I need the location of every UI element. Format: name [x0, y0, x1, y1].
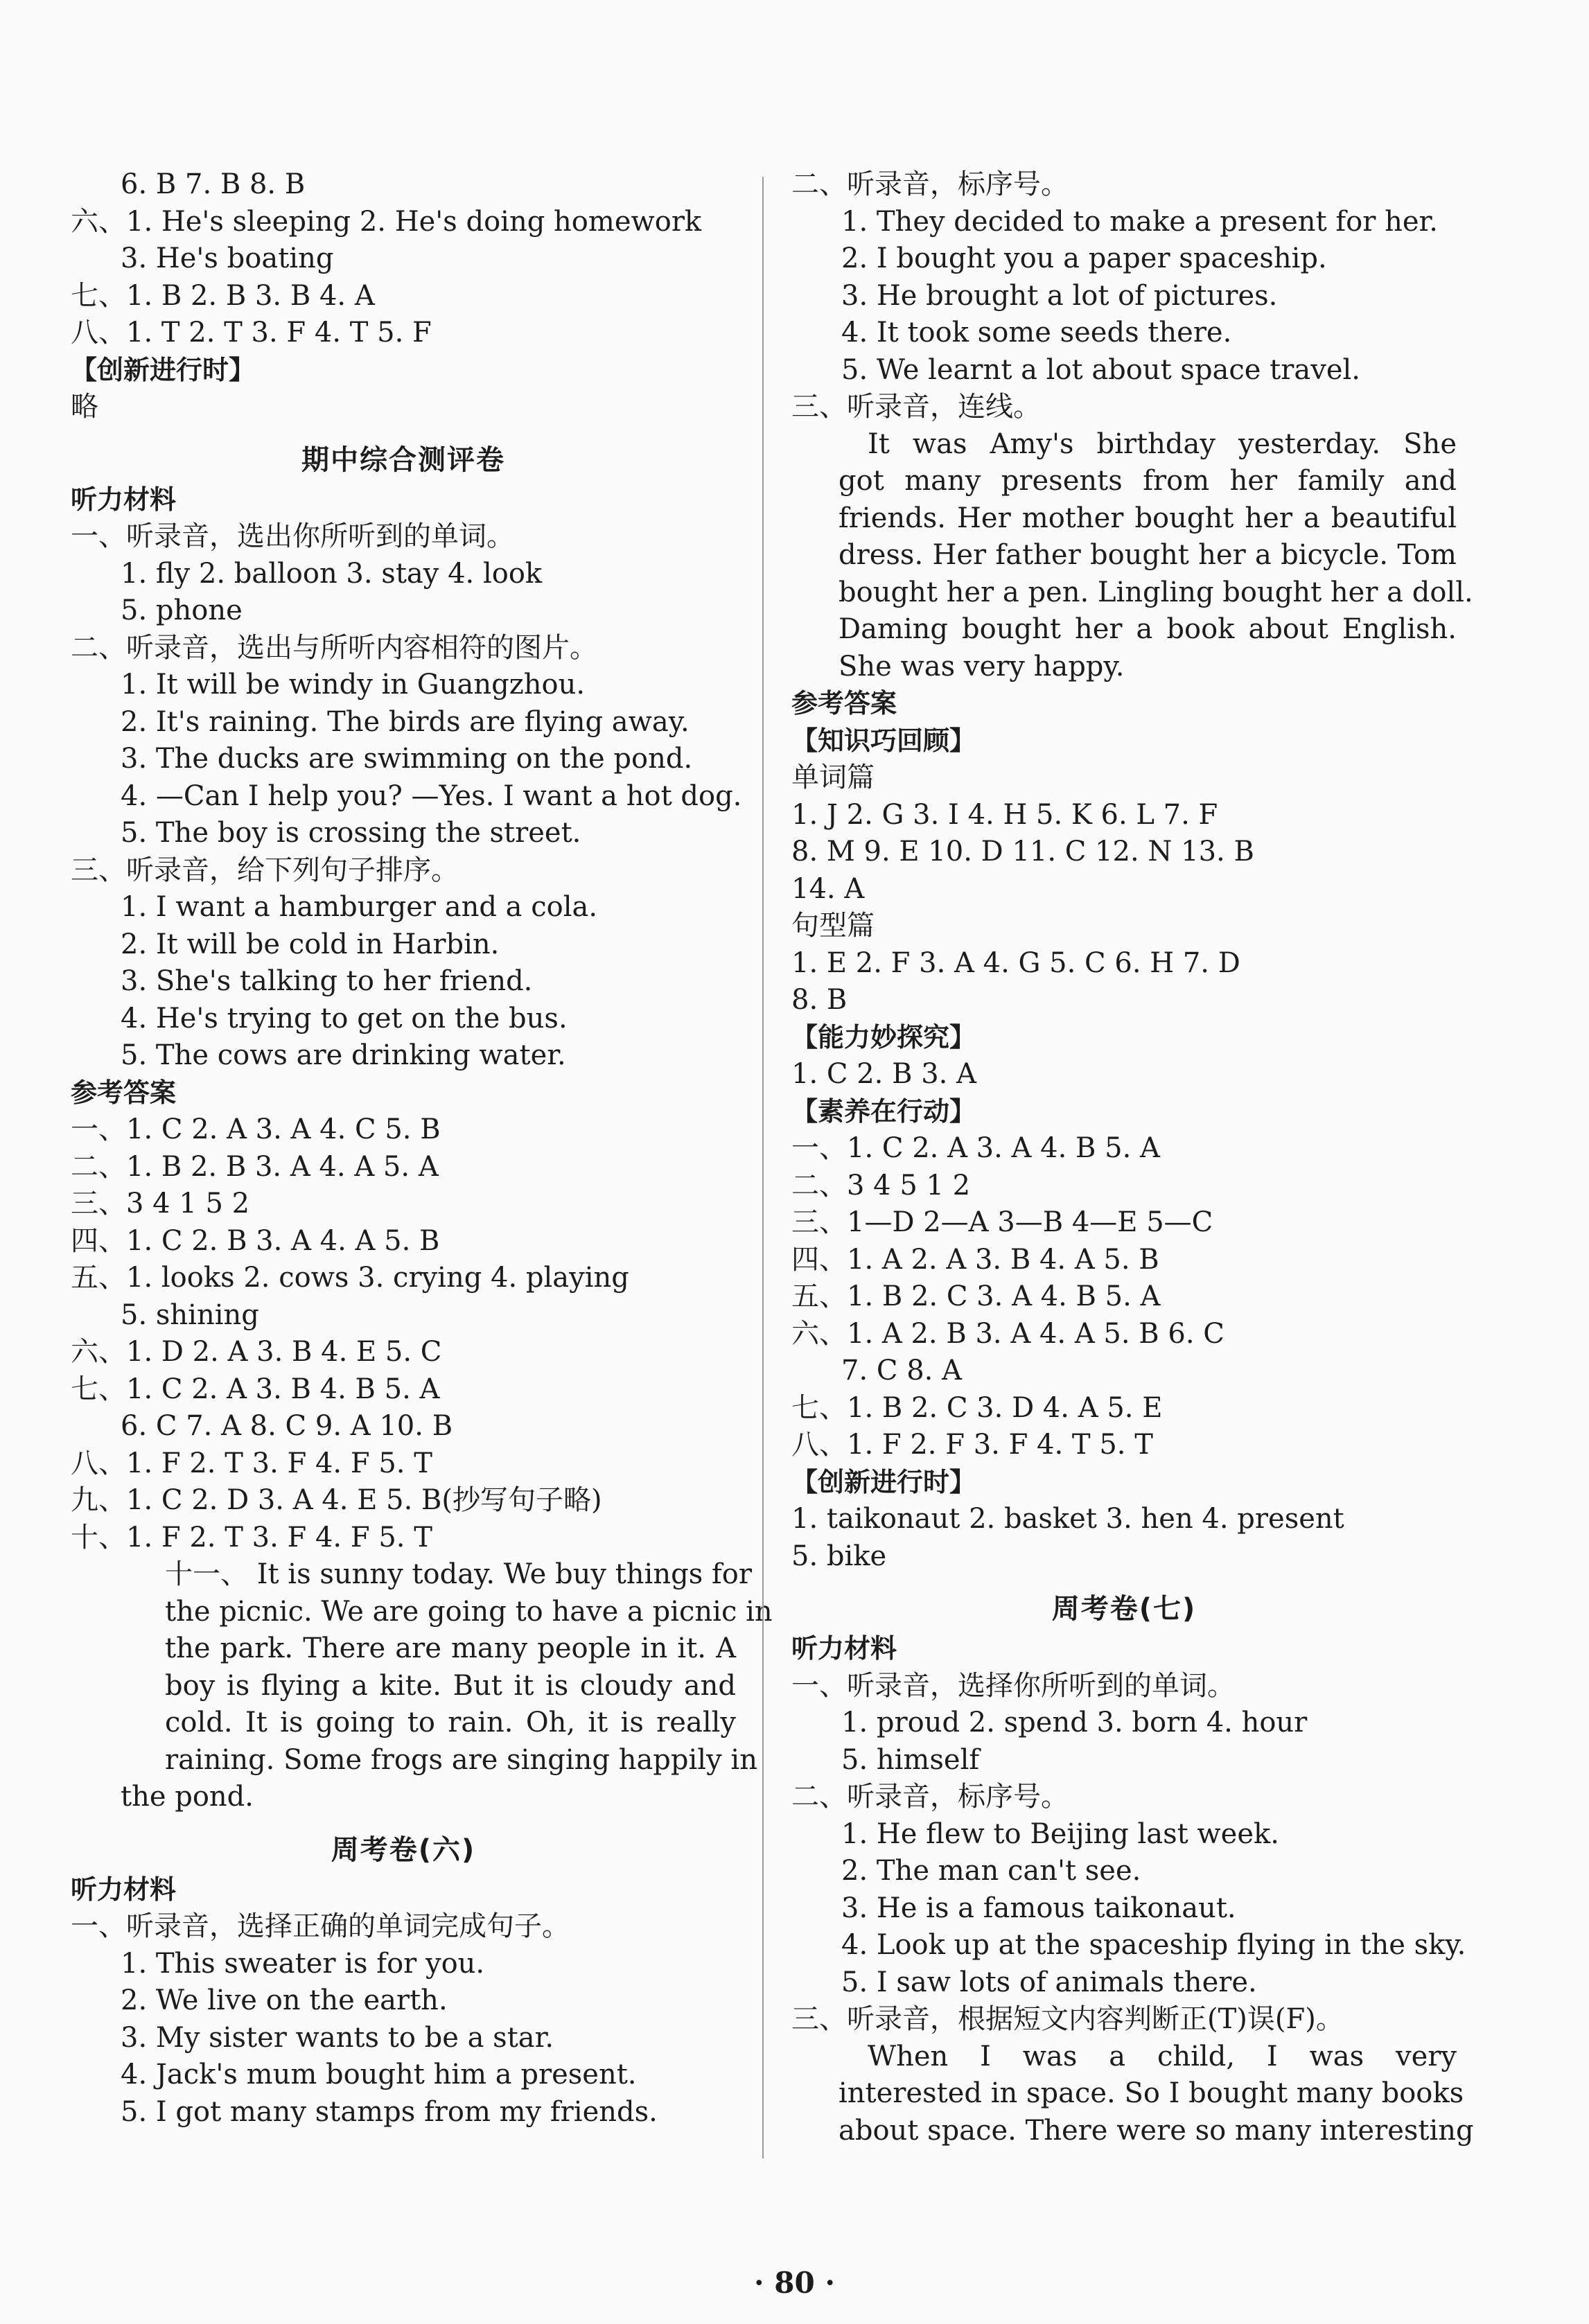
text-line: 8. B: [791, 984, 848, 1016]
text-line: 1. They decided to make a present for her.: [841, 205, 1438, 238]
text-line: dress. Her father bought her a bicycle. Tom: [839, 539, 1457, 571]
text-line: 6. C 7. A 8. C 9. A 10. B: [121, 1410, 453, 1442]
text-line: 5. phone: [121, 595, 243, 626]
text-line: 2. We live on the earth.: [121, 1984, 448, 2016]
subsection-heading: 听力材料: [71, 1874, 177, 1905]
text-line: 8. M 9. E 10. D 11. C 12. N 13. B: [791, 836, 1254, 868]
text-line: 1. proud 2. spend 3. born 4. hour: [841, 1707, 1308, 1738]
text-line: 三、1—D 2—A 3—B 4—E 5—C: [791, 1206, 1213, 1238]
text-line: 3. He is a famous taikonaut.: [841, 1892, 1236, 1924]
text-line: 三、听录音，给下列句子排序。: [71, 854, 459, 886]
text-line: 三、听录音，连线。: [791, 391, 1041, 423]
text-line: boy is flying a kite. But it is cloudy and: [165, 1669, 736, 1702]
text-line: 一、听录音，选择你所听到的单词。: [791, 1669, 1235, 1702]
text-line: 二、听录音，标序号。: [791, 1781, 1069, 1813]
text-line: 1. taikonaut 2. basket 3. hen 4. present: [791, 1503, 1344, 1535]
text-line: 5. bike: [791, 1540, 887, 1572]
text-line: 九、1. C 2. D 3. A 4. E 5. B(抄写句子略): [71, 1484, 602, 1516]
text-line: 七、1. B 2. B 3. B 4. A: [71, 279, 375, 312]
section-title: 期中综合测评卷: [301, 443, 505, 476]
text-line: 5. I saw lots of animals there.: [841, 1966, 1257, 1998]
text-line: 1. C 2. B 3. A: [791, 1058, 976, 1090]
text-line: 八、1. T 2. T 3. F 4. T 5. F: [71, 317, 432, 349]
text-line: 4. Look up at the spaceship flying in the sky.: [841, 1929, 1466, 1961]
text-line: 5. We learnt a lot about space travel.: [841, 353, 1361, 386]
text-line: 2. The man can't see.: [841, 1855, 1141, 1887]
subsection-heading: 听力材料: [791, 1633, 897, 1664]
text-line: 4. He's trying to get on the bus.: [121, 1002, 568, 1035]
text-line: 3. She's talking to her friend.: [121, 965, 533, 997]
text-line: 1. He flew to Beijing last week.: [841, 1817, 1279, 1850]
subsection-heading: 【知识巧回顾】: [791, 725, 976, 756]
text-line: 1. fly 2. balloon 3. stay 4. look: [121, 557, 543, 590]
text-line: 一、1. C 2. A 3. A 4. C 5. B: [71, 1113, 441, 1145]
text-line: bought her a pen. Lingling bought her a doll.: [839, 576, 1473, 608]
text-line: 一、听录音，选出你所听到的单词。: [71, 520, 514, 552]
text-line: 1. E 2. F 3. A 4. G 5. C 6. H 7. D: [791, 947, 1240, 979]
text-line: 六、1. A 2. B 3. A 4. A 5. B 6. C: [791, 1317, 1224, 1350]
text-line: Daming bought her a book about English.: [839, 613, 1457, 645]
text-line: 2. It will be cold in Harbin.: [121, 928, 500, 960]
text-line: 2. It's raining. The birds are flying away.: [121, 705, 690, 738]
text-line: raining. Some frogs are singing happily in: [165, 1743, 757, 1776]
subsection-heading: 参考答案: [71, 1077, 177, 1108]
text-line: 十一、 It is sunny today. We buy things for: [165, 1558, 752, 1590]
text-line: 单词篇: [791, 762, 875, 793]
text-line: 5. shining: [121, 1299, 259, 1331]
text-line: It was Amy's birthday yesterday. She: [868, 428, 1457, 460]
subsection-heading: 听力材料: [71, 484, 177, 515]
text-line: 六、1. D 2. A 3. B 4. E 5. C: [71, 1336, 442, 1368]
subsection-heading: 【创新进行时】: [71, 354, 256, 385]
text-line: When I was a child, I was very: [868, 2040, 1457, 2072]
text-line: 八、1. F 2. F 3. F 4. T 5. T: [791, 1429, 1153, 1461]
text-line: 五、1. B 2. C 3. A 4. B 5. A: [791, 1280, 1161, 1312]
text-line: 二、1. B 2. B 3. A 4. A 5. A: [71, 1150, 439, 1183]
text-line: 5. The boy is crossing the street.: [121, 817, 581, 849]
text-line: 七、1. B 2. C 3. D 4. A 5. E: [791, 1391, 1163, 1424]
text-line: 3. The ducks are swimming on the pond.: [121, 743, 693, 775]
text-line: 5. himself: [841, 1743, 980, 1776]
text-line: 5. The cows are drinking water.: [121, 1039, 566, 1071]
text-line: 2. I bought you a paper spaceship.: [841, 243, 1327, 274]
text-line: 三、3 4 1 5 2: [71, 1188, 250, 1220]
subsection-heading: 参考答案: [791, 688, 897, 719]
text-line: 七、1. C 2. A 3. B 4. B 5. A: [71, 1373, 440, 1405]
text-line: 八、1. F 2. T 3. F 4. F 5. T: [71, 1447, 432, 1479]
text-line: 3. My sister wants to be a star.: [121, 2021, 554, 2054]
text-line: 一、1. C 2. A 3. A 4. B 5. A: [791, 1132, 1160, 1164]
text-line: 四、1. A 2. A 3. B 4. A 5. B: [791, 1243, 1159, 1276]
text-line: 4. It took some seeds there.: [841, 317, 1232, 349]
text-line: 四、1. C 2. B 3. A 4. A 5. B: [71, 1224, 440, 1257]
text-line: 1. This sweater is for you.: [121, 1947, 485, 1980]
text-line: 十、1. F 2. T 3. F 4. F 5. T: [71, 1521, 432, 1553]
text-line: 4. Jack's mum bought him a present.: [121, 2059, 637, 2090]
section-title: 周考卷(六): [331, 1833, 476, 1866]
text-line: 7. C 8. A: [841, 1355, 962, 1387]
text-line: She was very happy.: [839, 650, 1125, 683]
text-line: 三、听录音，根据短文内容判断正(T)误(F)。: [791, 2003, 1344, 2035]
right-column: [791, 166, 1474, 2149]
section-title: 周考卷(七): [1051, 1593, 1197, 1625]
text-line: friends. Her mother bought her a beautiful: [839, 502, 1457, 534]
text-line: 一、听录音，选择正确的单词完成句子。: [71, 1910, 570, 1942]
text-line: 二、3 4 5 1 2: [791, 1169, 971, 1201]
text-line: cold. It is going to rain. Oh, it is really: [165, 1707, 736, 1738]
text-line: 六、1. He's sleeping 2. He's doing homework: [71, 205, 702, 238]
text-line: 二、听录音，标序号。: [791, 168, 1069, 200]
text-line: about space. There were so many interesting: [839, 2114, 1474, 2147]
text-line: 1. J 2. G 3. I 4. H 5. K 6. L 7. F: [791, 798, 1218, 831]
subsection-heading: 【素养在行动】: [791, 1095, 976, 1127]
left-column: [71, 166, 773, 2131]
text-line: got many presents from her family and: [839, 465, 1457, 497]
page-number: · 80 ·: [754, 2266, 835, 2300]
text-line: 1. It will be windy in Guangzhou.: [121, 669, 586, 701]
text-line: 3. He brought a lot of pictures.: [841, 279, 1278, 312]
text-line: 略: [71, 391, 98, 423]
text-line: 二、听录音，选出与所听内容相符的图片。: [71, 631, 597, 664]
text-line: 五、1. looks 2. cows 3. crying 4. playing: [71, 1262, 629, 1294]
text-line: the park. There are many people in it. A: [165, 1632, 736, 1664]
text-line: 6. B 7. B 8. B: [121, 168, 306, 200]
text-line: the pond.: [121, 1781, 254, 1813]
column-divider: [762, 177, 764, 2158]
text-line: 3. He's boating: [121, 243, 334, 274]
text-line: 4. —Can I help you? —Yes. I want a hot dog.: [121, 780, 742, 812]
text-line: 5. I got many stamps from my friends.: [121, 2095, 658, 2128]
subsection-heading: 【能力妙探究】: [791, 1021, 976, 1053]
text-line: 14. A: [791, 872, 865, 905]
text-line: the picnic. We are going to have a picnic in: [165, 1595, 773, 1628]
text-line: 1. I want a hamburger and a cola.: [121, 891, 598, 923]
text-line: 句型篇: [791, 910, 875, 942]
text-line: interested in space. So I bought many books: [839, 2077, 1464, 2109]
subsection-heading: 【创新进行时】: [791, 1466, 976, 1497]
